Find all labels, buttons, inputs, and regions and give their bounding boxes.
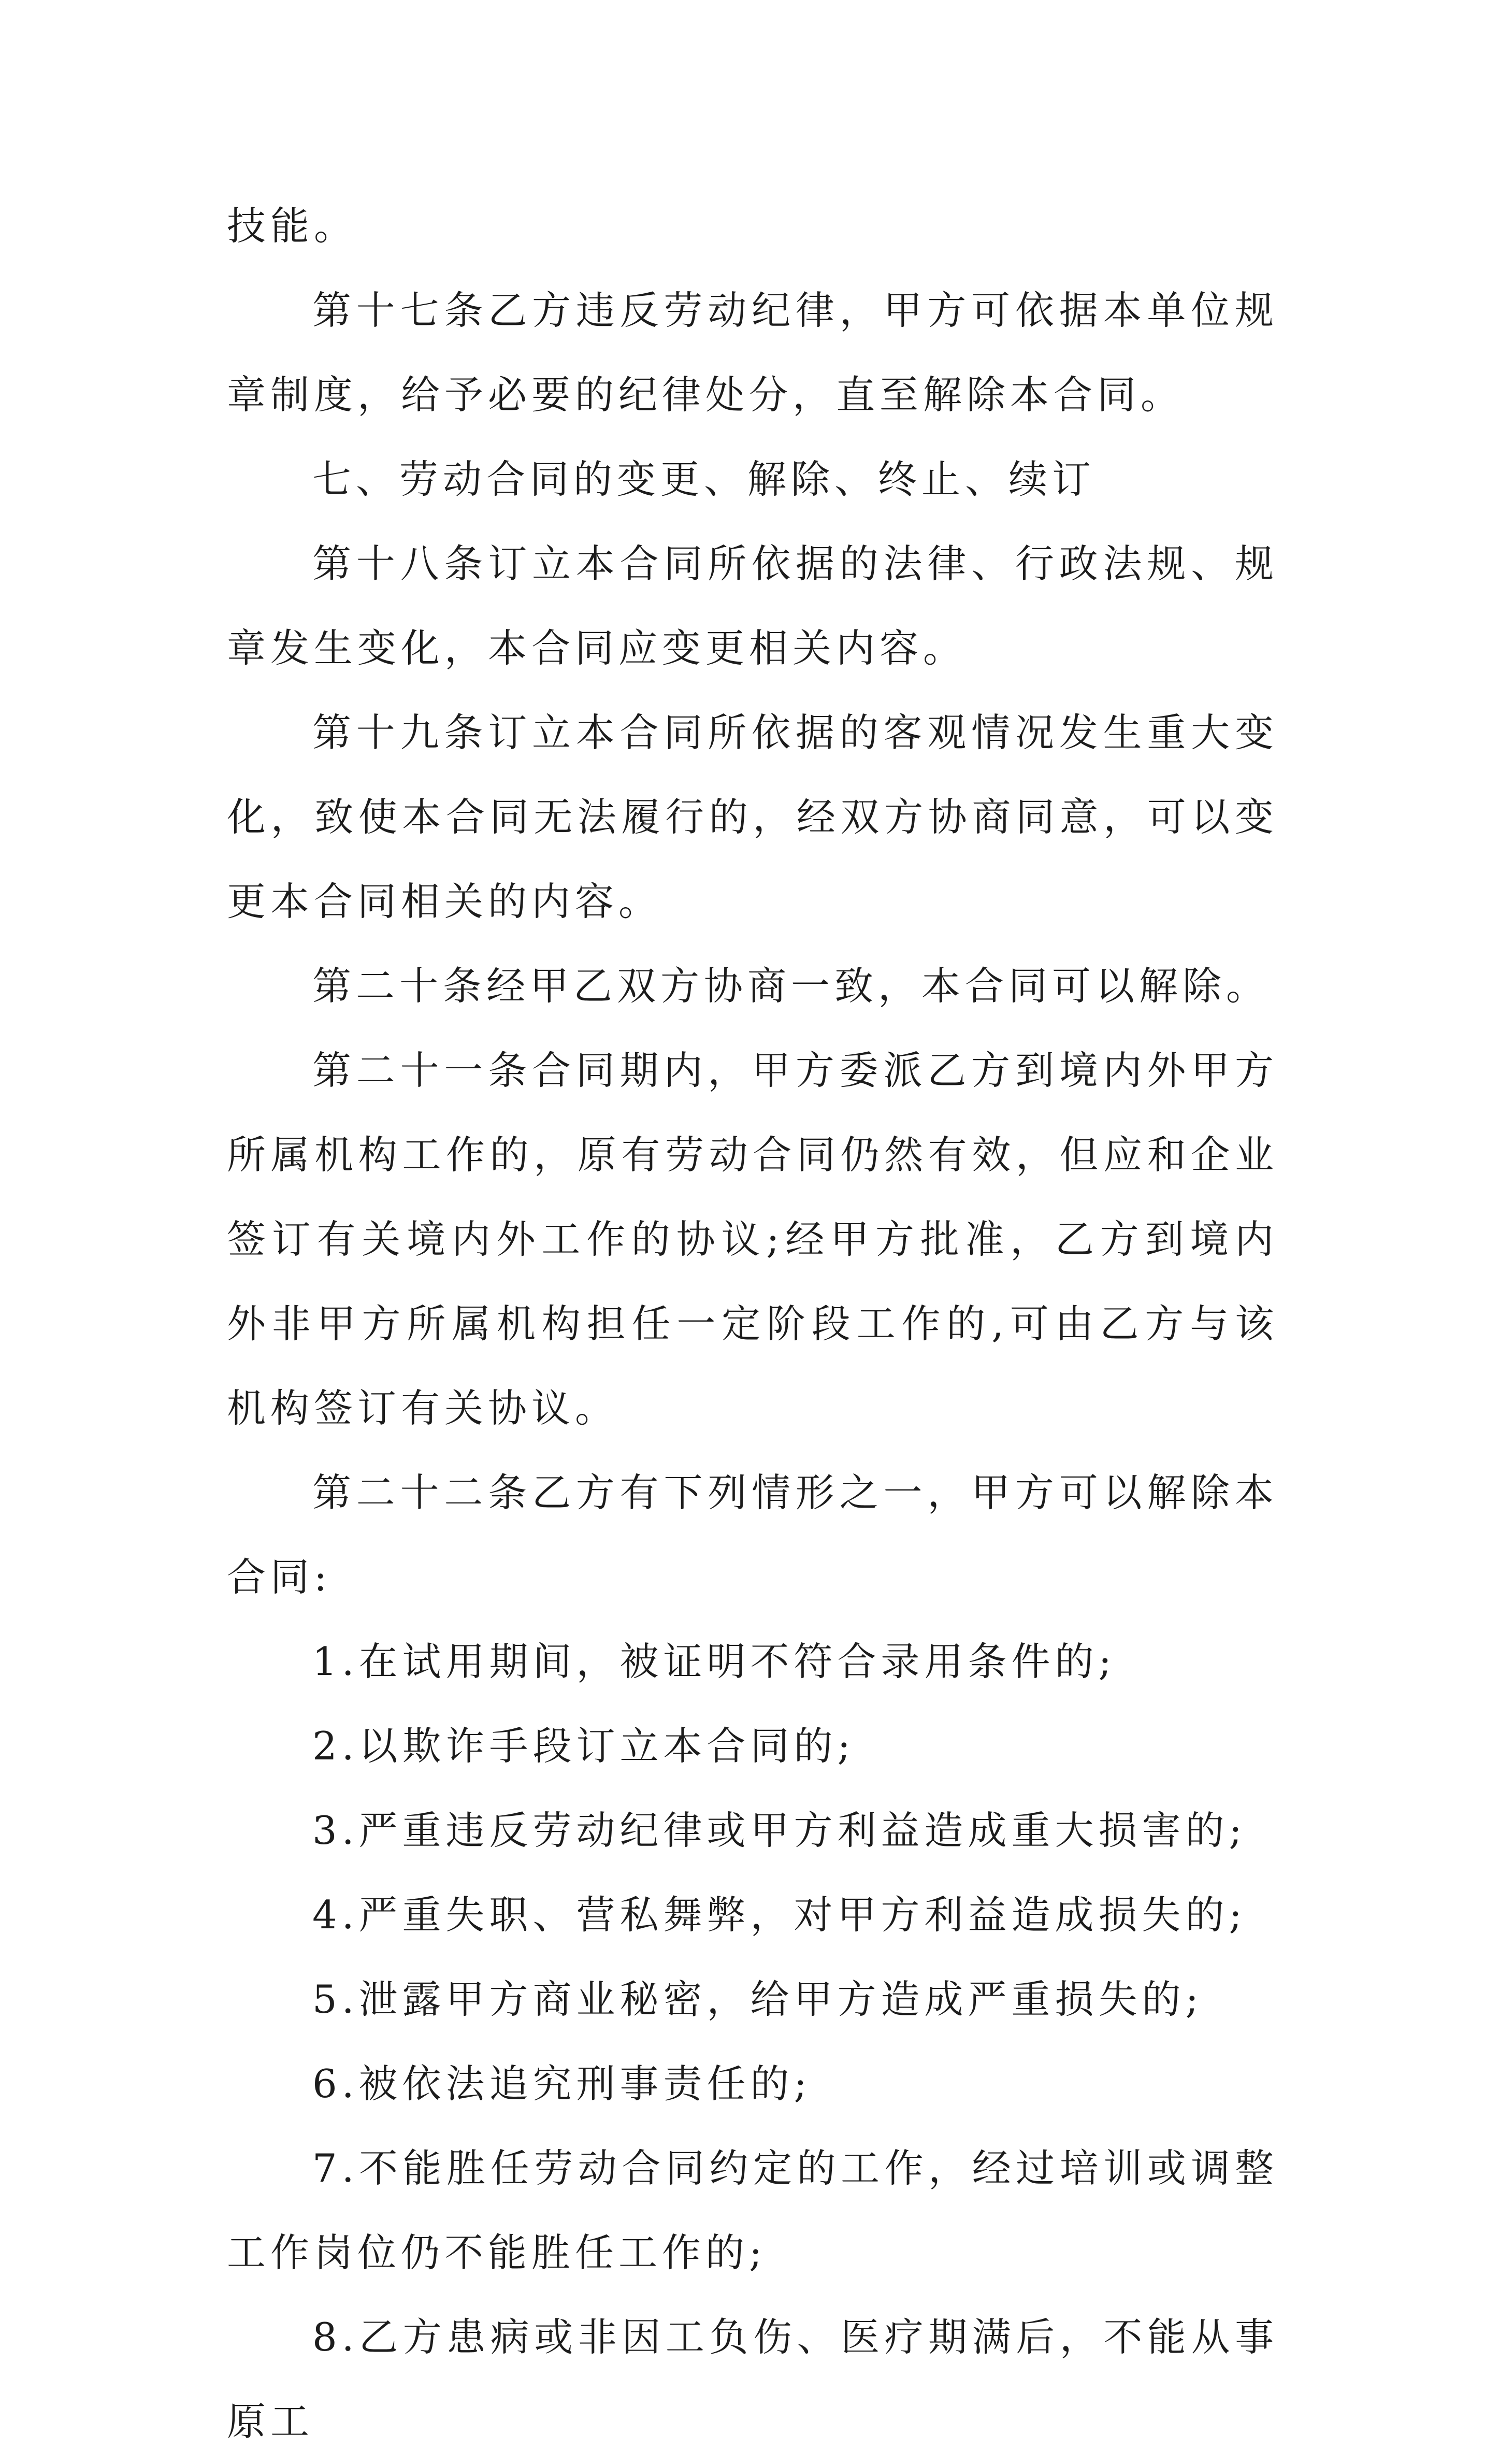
article-17: 第十七条乙方违反劳动纪律，甲方可依据本单位规章制度，给予必要的纪律处分，直至解除本合同。 bbox=[227, 288, 1278, 418]
list-item-7: 7.不能胜任劳动合同约定的工作，经过培训或调整工作岗位仍不能胜任工作的; bbox=[227, 2145, 1278, 2275]
article-18: 第十八条订立本合同所依据的法律、行政法规、规章发生变化，本合同应变更相关内容。 bbox=[227, 541, 1278, 671]
section-7-heading: 七、劳动合同的变更、解除、终止、续订 bbox=[312, 456, 1096, 502]
article-19: 第十九条订立本合同所依据的客观情况发生重大变化，致使本合同无法履行的，经双方协商同意，可以变更本合同相关的内容。 bbox=[227, 710, 1278, 924]
list-item-5: 5.泄露甲方商业秘密，给甲方造成严重损失的; bbox=[312, 1976, 1203, 2022]
article-22: 第二十二条乙方有下列情形之一，甲方可以解除本合同: bbox=[227, 1470, 1278, 1600]
list-item-4: 4.严重失职、营私舞弊，对甲方利益造成损失的; bbox=[312, 1892, 1247, 1938]
article-20: 第二十条经甲乙双方协商一致，本合同可以解除。 bbox=[312, 963, 1270, 1009]
document-body bbox=[227, 184, 1278, 2464]
article-21: 第二十一条合同期内，甲方委派乙方到境内外甲方所属机构工作的，原有劳动合同仍然有效，但应和企业签订有关境内外工作的协议;经甲方批准，乙方到境内外非甲方所属机构担任一定阶段工作的,可由乙方与该机构签订有关协议。 bbox=[227, 1048, 1278, 1431]
list-item-3: 3.严重违反劳动纪律或甲方利益造成重大损害的; bbox=[312, 1808, 1247, 1853]
paragraph-skills-continuation: 技能。 bbox=[227, 203, 358, 249]
list-item-8: 8.乙方患病或非因工负伤、医疗期满后，不能从事原工 bbox=[227, 2314, 1278, 2444]
list-item-2: 2.以欺诈手段订立本合同的; bbox=[312, 1723, 855, 1769]
list-item-1: 1.在试用期间，被证明不符合录用条件的; bbox=[312, 1639, 1116, 1684]
list-item-6: 6.被依法追究刑事责任的; bbox=[312, 2061, 812, 2107]
